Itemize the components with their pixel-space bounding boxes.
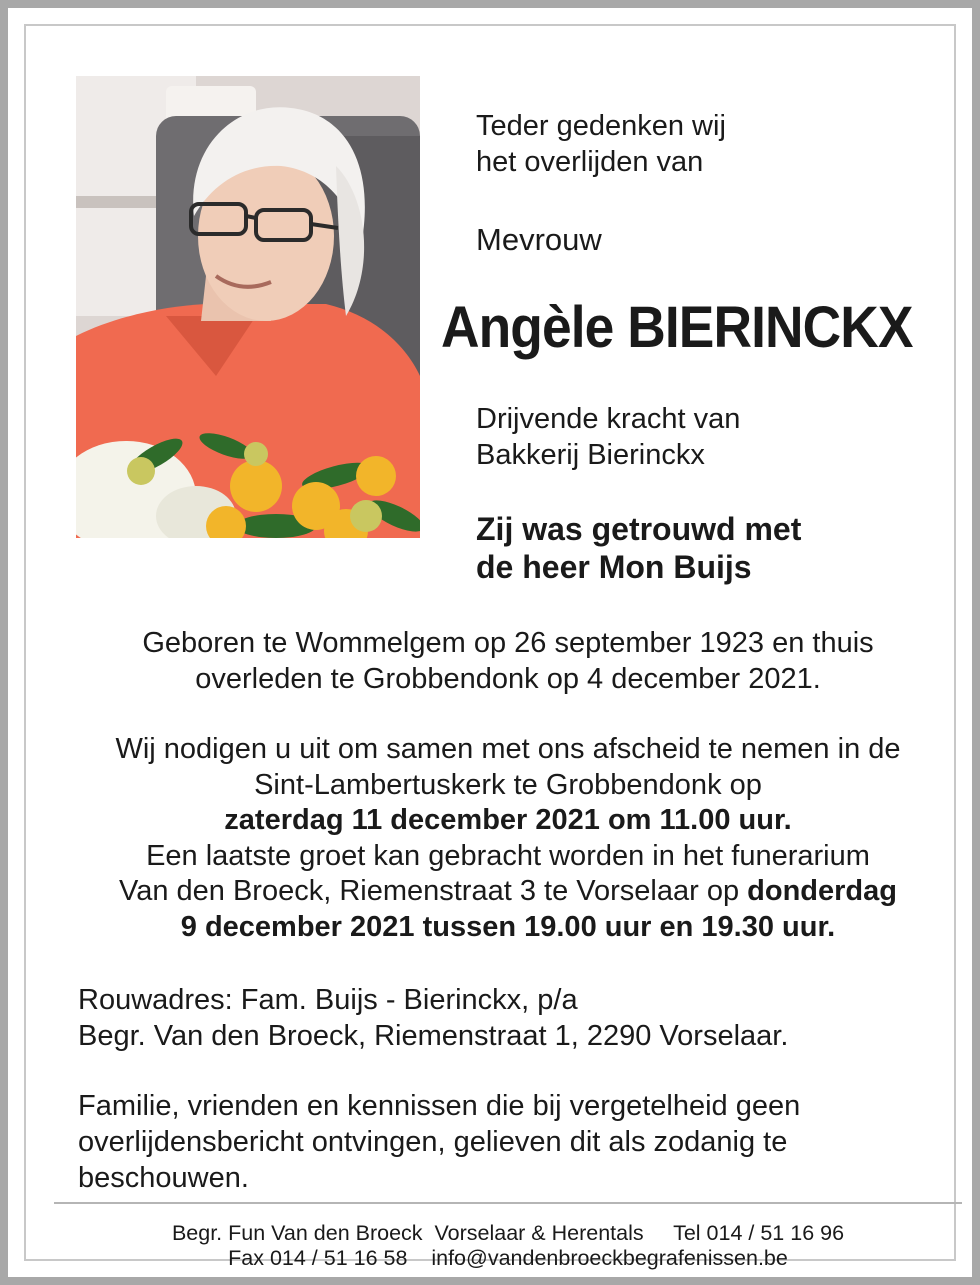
funeral-date: zaterdag 11 december 2021 om 11.00 uur. bbox=[224, 804, 792, 836]
invite-line-1: Wij nodigen u uit om samen met ons afscheid te nemen in de bbox=[115, 733, 901, 765]
role-line-1: Drijvende kracht van bbox=[476, 403, 741, 435]
notice-line-3: beschouwen. bbox=[78, 1162, 249, 1194]
intro-line-1: Teder gedenken wij bbox=[476, 110, 726, 142]
birth-death-text bbox=[56, 626, 960, 697]
footer-divider bbox=[54, 1202, 962, 1204]
born-line-1: Geboren te Wommelgem op 26 september 1923 en thuis bbox=[142, 627, 874, 659]
invite-line-5 bbox=[56, 874, 960, 910]
visitation-day: donderdag bbox=[747, 875, 897, 907]
footer-line-1: Begr. Fun Van den Broeck Vorselaar & Herentals Tel 014 / 51 16 96 bbox=[171, 1221, 845, 1245]
portrait-illustration bbox=[76, 76, 420, 538]
address-line-2: Begr. Van den Broeck, Riemenstraat 1, 2290 Vorselaar. bbox=[78, 1020, 789, 1052]
title-prefix: Mevrouw bbox=[476, 222, 602, 257]
spouse-line-1: Zij was getrouwd met bbox=[476, 511, 802, 547]
invite-line-2: Sint-Lambertuskerk te Grobbendonk op bbox=[254, 768, 762, 801]
notice-line-2: overlijdensbericht ontvingen, gelieven dit als zodanig te bbox=[78, 1126, 788, 1158]
role-text bbox=[476, 401, 740, 473]
spouse-text bbox=[476, 510, 801, 586]
mourning-address bbox=[78, 982, 938, 1054]
deceased-name: Angèle BIERINCKX bbox=[441, 295, 913, 360]
obituary-card bbox=[8, 8, 972, 1277]
spouse-line-2: de heer Mon Buijs bbox=[476, 549, 752, 585]
address-line-1: Rouwadres: Fam. Buijs - Bierinckx, p/a bbox=[78, 984, 578, 1016]
invitation-text bbox=[56, 732, 960, 945]
born-line-2: overleden te Grobbendonk op 4 december 2021. bbox=[195, 662, 821, 695]
footer-line-2: Fax 014 / 51 16 58 info@vandenbroeckbegrafenissen.be bbox=[228, 1246, 788, 1270]
invite-line-5a: Van den Broeck, Riemenstraat 3 te Vorselaar op bbox=[119, 875, 748, 907]
role-line-2: Bakkerij Bierinckx bbox=[476, 439, 705, 471]
intro-text bbox=[476, 108, 956, 180]
notice-line-1: Familie, vrienden en kennissen die bij vergetelheid geen bbox=[78, 1090, 801, 1122]
invite-line-4: Een laatste groet kan gebracht worden in het funerarium bbox=[146, 839, 870, 872]
portrait-photo bbox=[76, 76, 420, 538]
intro-line-2: het overlijden van bbox=[476, 146, 704, 178]
notice-text bbox=[78, 1088, 938, 1196]
obituary-frame bbox=[24, 24, 956, 1270]
visitation-time: 9 december 2021 tussen 19.00 uur en 19.30 uur. bbox=[180, 910, 836, 943]
